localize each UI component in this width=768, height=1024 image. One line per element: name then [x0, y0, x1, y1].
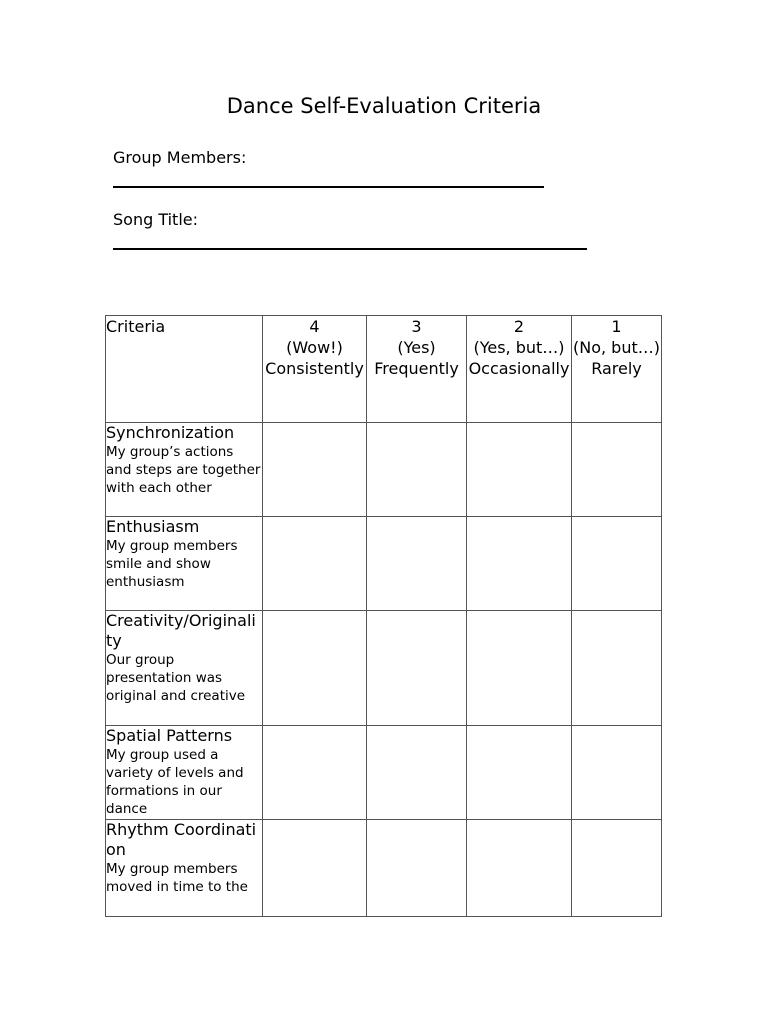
table-row	[106, 726, 662, 820]
criterion-name: Spatial Patterns	[106, 726, 233, 745]
score-cell-4[interactable]	[263, 820, 367, 917]
score-cell-2[interactable]	[467, 517, 572, 611]
criterion-name: Enthusiasm	[106, 517, 200, 536]
score-value: 4	[309, 317, 320, 336]
criterion-description: My group members moved in time to the	[106, 861, 248, 895]
score-cell-3[interactable]	[367, 611, 467, 726]
group-members-label: Group Members:	[113, 148, 247, 167]
score-value: 1	[611, 317, 622, 336]
group-members-line[interactable]	[113, 186, 544, 188]
score-cell-3[interactable]	[367, 517, 467, 611]
criterion-name: Rhythm Coordination	[106, 820, 257, 859]
criterion-cell	[106, 423, 263, 517]
criterion-cell	[106, 611, 263, 726]
score-cell-3[interactable]	[367, 423, 467, 517]
criterion-description: My group used a variety of levels and formations in our dance	[106, 747, 244, 817]
criterion-cell	[106, 726, 263, 820]
song-title-label: Song Title:	[113, 210, 199, 229]
score-cell-1[interactable]	[572, 726, 662, 820]
score-value: 3	[411, 317, 422, 336]
score-label: (Yes)	[397, 338, 436, 357]
score-cell-2[interactable]	[467, 726, 572, 820]
score-cell-1[interactable]	[572, 820, 662, 917]
score-frequency: Consistently	[265, 359, 364, 378]
criterion-description: My group members smile and show enthusiasm	[106, 538, 238, 590]
score-value: 2	[513, 317, 525, 336]
song-title-line[interactable]	[113, 248, 587, 250]
criterion-description: My group’s actions and steps are together with each other	[106, 444, 261, 496]
score-frequency: Rarely	[591, 359, 642, 378]
score-cell-4[interactable]	[263, 726, 367, 820]
score-cell-3[interactable]	[367, 820, 467, 917]
score-cell-2[interactable]	[467, 820, 572, 917]
evaluation-table	[105, 315, 662, 917]
table-row	[106, 611, 662, 726]
table-row	[106, 517, 662, 611]
score-header-1	[572, 316, 662, 423]
table-row	[106, 423, 662, 517]
score-frequency: Frequently	[374, 359, 459, 378]
score-frequency: Occasionally	[468, 359, 570, 378]
table-header-row	[106, 316, 662, 423]
score-cell-4[interactable]	[263, 611, 367, 726]
table-row	[106, 820, 662, 917]
score-cell-4[interactable]	[263, 517, 367, 611]
score-cell-1[interactable]	[572, 423, 662, 517]
score-cell-1[interactable]	[572, 611, 662, 726]
score-cell-2[interactable]	[467, 611, 572, 726]
criteria-header: Criteria	[106, 316, 263, 423]
score-cell-3[interactable]	[367, 726, 467, 820]
document-title: Dance Self-Evaluation Criteria	[226, 94, 542, 118]
criterion-name: Creativity/Originality	[106, 611, 256, 650]
score-label: (Wow!)	[286, 338, 343, 357]
criterion-cell	[106, 517, 263, 611]
score-cell-1[interactable]	[572, 517, 662, 611]
score-label: (No, but…)	[573, 338, 660, 357]
criterion-cell	[106, 820, 263, 917]
score-cell-4[interactable]	[263, 423, 367, 517]
score-cell-2[interactable]	[467, 423, 572, 517]
score-header-2	[467, 316, 572, 423]
criterion-description: Our group presentation was original and creative	[106, 652, 246, 704]
score-header-4	[263, 316, 367, 423]
score-label: (Yes, but…)	[473, 338, 565, 357]
score-header-3	[367, 316, 467, 423]
criterion-name: Synchronization	[106, 423, 235, 442]
